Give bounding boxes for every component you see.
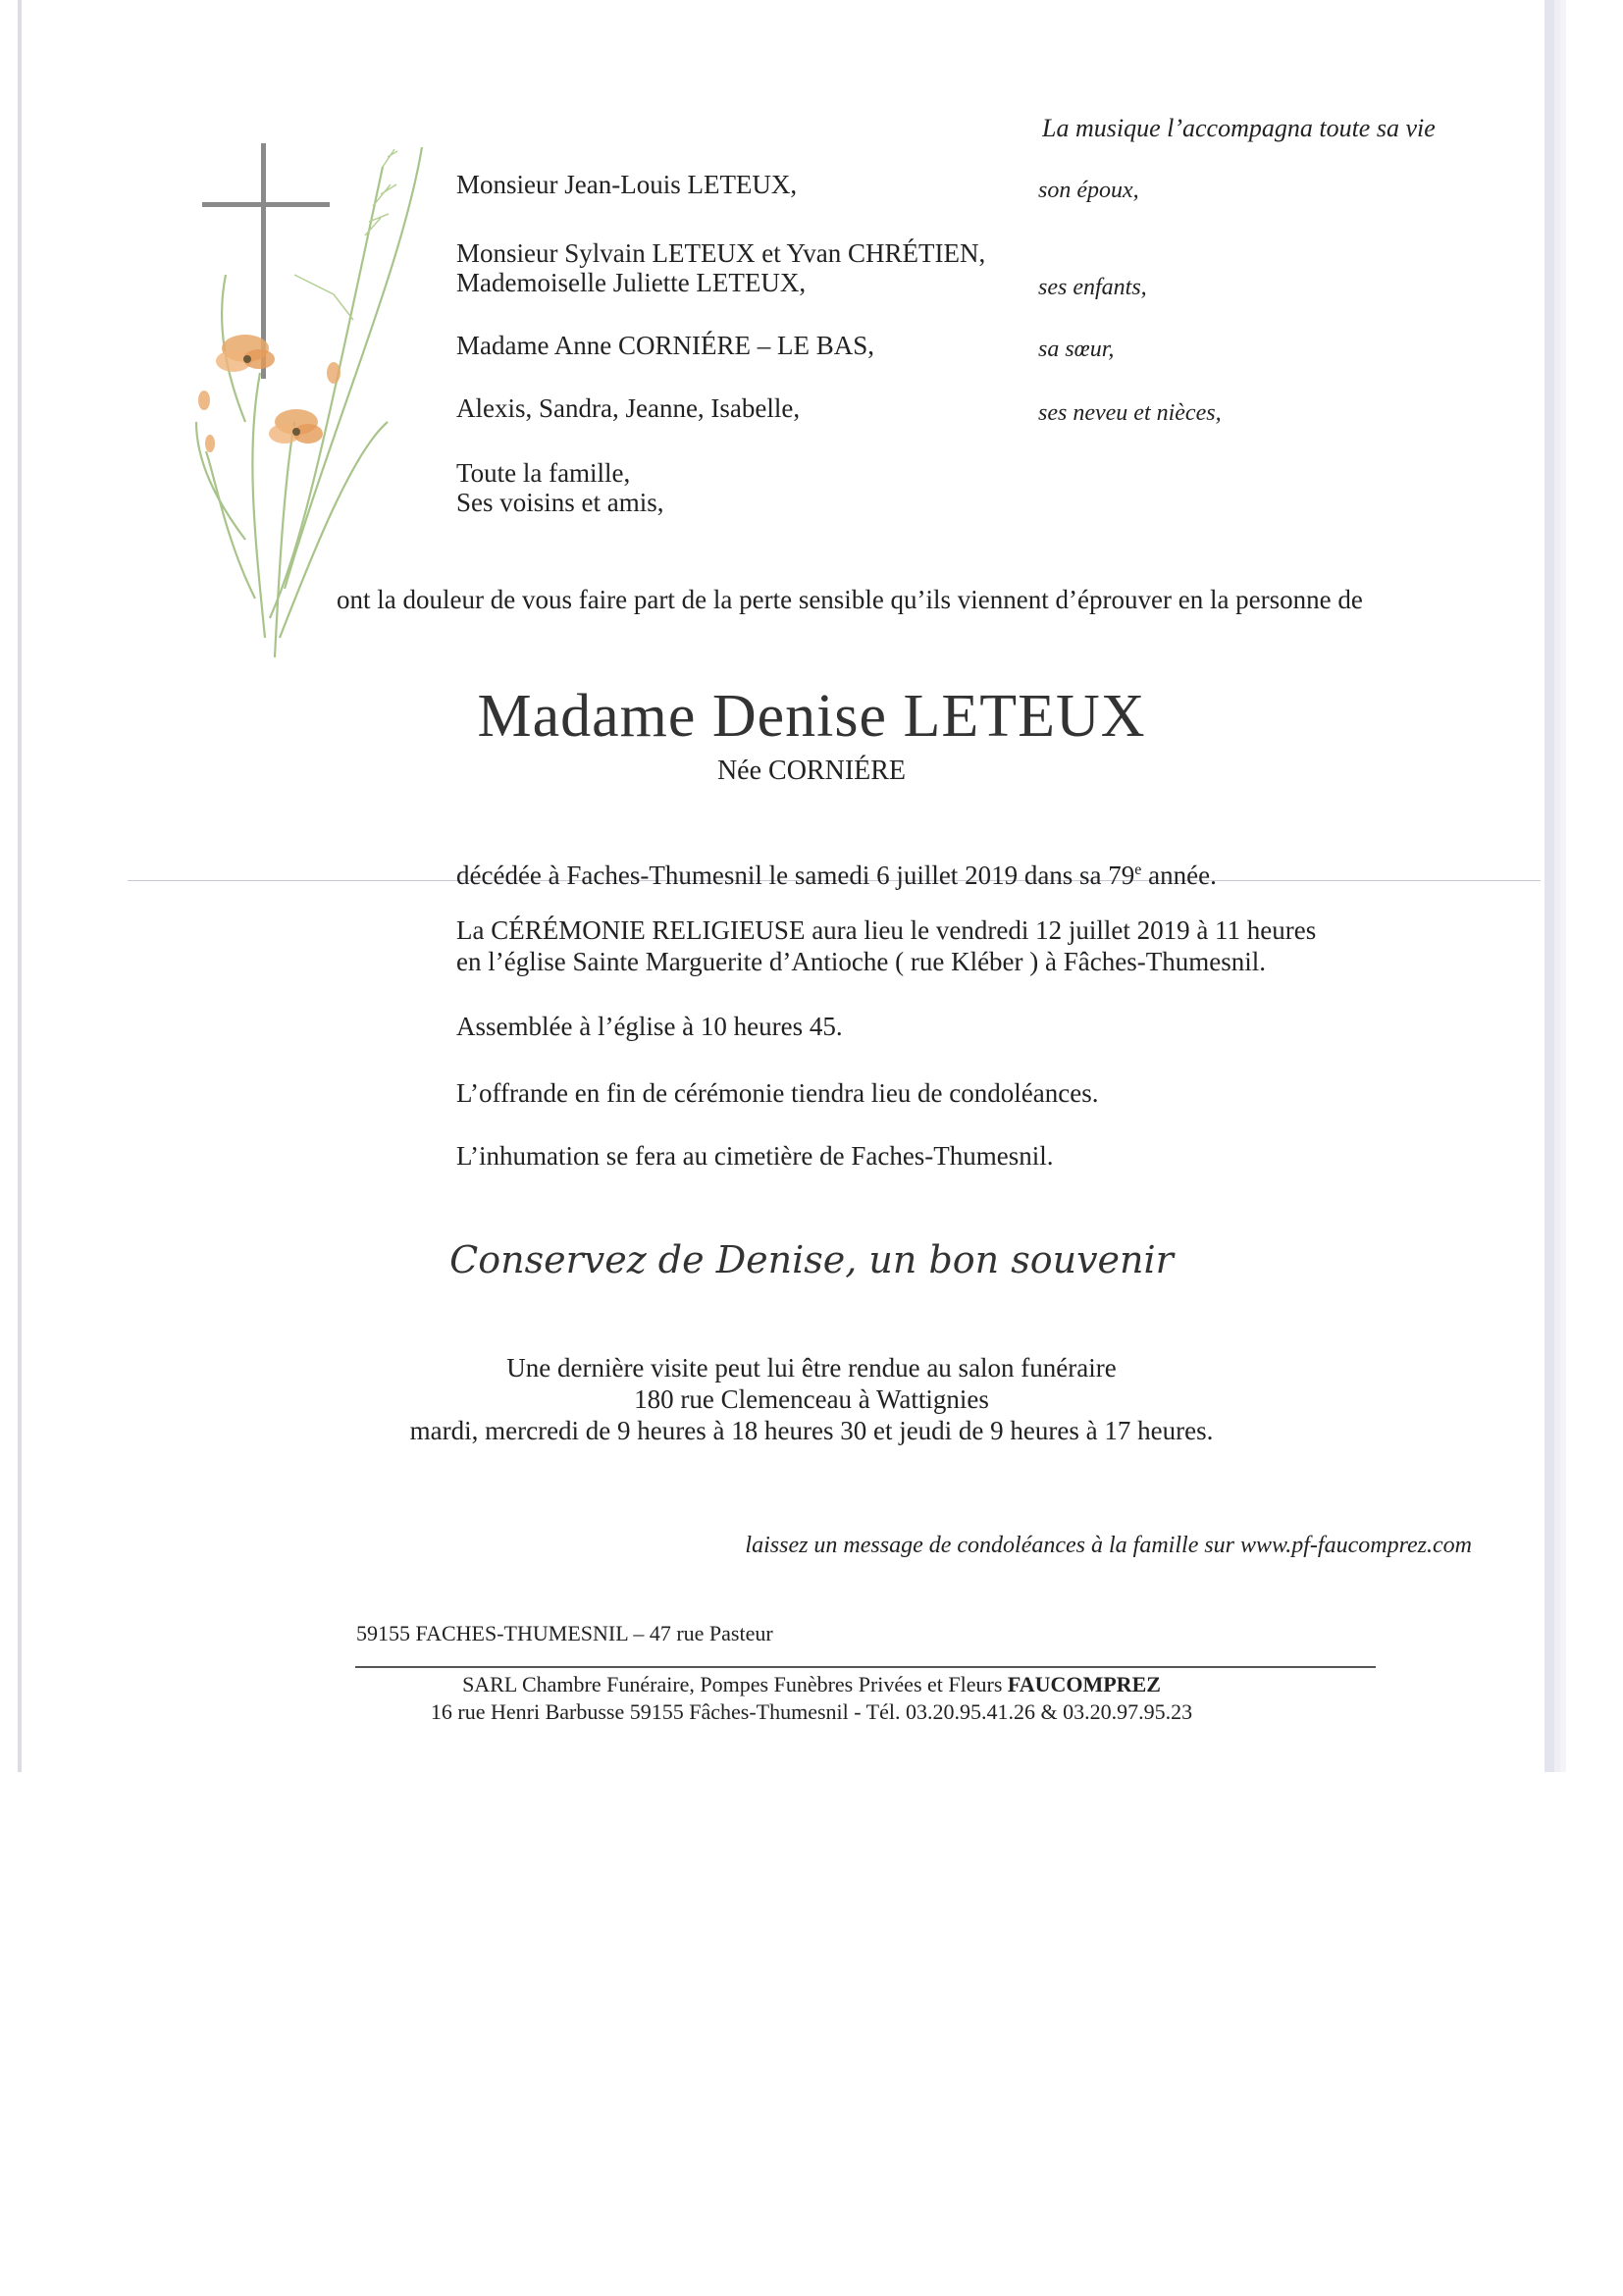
visit-line: Une dernière visite peut lui être rendue au salon funéraire — [506, 1353, 1117, 1383]
website-line: laissez un message de condoléances à la famille sur www.pf-faucomprez.com — [745, 1533, 1472, 1558]
footer-divider — [355, 1666, 1376, 1668]
ordinal-suffix: e — [1134, 861, 1142, 878]
family-name-line: Monsieur Jean-Louis LETEUX, — [456, 170, 798, 199]
footer-company — [0, 1672, 1623, 1697]
closing-message: Conservez de Denise, un bon souvenir — [449, 1238, 1174, 1281]
assembly-line: Assemblée à l’église à 10 heures 45. — [456, 1012, 843, 1041]
family-name-line: Monsieur Sylvain LETEUX et Yvan CHRÉTIEN, — [456, 238, 986, 268]
ceremony-line: La CÉRÉMONIE RELIGIEUSE aura lieu le vendredi 12 juillet 2019 à 11 heures — [456, 915, 1317, 945]
death-text: décédée à Faches-Thumesnil le samedi 6 juillet 2019 dans sa 79 — [456, 861, 1135, 890]
motto-line: La musique l’accompagna toute sa vie — [1042, 114, 1436, 142]
death-text-end: année. — [1141, 861, 1217, 890]
visit-line: mardi, mercredi de 9 heures à 18 heures 30 et jeudi de 9 heures à 17 heures. — [409, 1416, 1214, 1445]
family-name-line: Madame Anne CORNIÉRE – LE BAS, — [456, 331, 874, 360]
death-notice — [456, 854, 1217, 892]
burial-line: L’inhumation se fera au cimetière de Faches-Thumesnil. — [456, 1141, 1054, 1171]
family-relation: sa sœur, — [1038, 337, 1115, 362]
footer-contact: 16 rue Henri Barbusse 59155 Fâches-Thumesnil - Tél. 03.20.95.41.26 & 03.20.97.95.23 — [430, 1699, 1193, 1724]
announcement-text: ont la douleur de vous faire part de la perte sensible qu’ils viennent d’éprouver en la personne de — [337, 585, 1363, 614]
footer-company-name: FAUCOMPREZ — [1007, 1672, 1161, 1696]
poppy-flower — [269, 409, 323, 444]
footer-company-prefix: SARL Chambre Funéraire, Pompes Funèbres Privées et Fleurs — [462, 1672, 1008, 1696]
maiden-name: Née CORNIÉRE — [716, 756, 907, 786]
family-relation: ses neveu et nièces, — [1038, 400, 1222, 426]
family-name-line: Toute la famille, — [456, 458, 631, 488]
family-name-line: Mademoiselle Juliette LETEUX, — [456, 268, 807, 297]
branch-address: 59155 FACHES-THUMESNIL – 47 rue Pasteur — [356, 1621, 773, 1645]
deceased-name: Madame Denise LETEUX — [477, 683, 1146, 750]
offering-line: L’offrande en fin de cérémonie tiendra lieu de condoléances. — [456, 1078, 1099, 1108]
family-name-line: Alexis, Sandra, Jeanne, Isabelle, — [456, 393, 801, 423]
family-relation: son époux, — [1038, 178, 1139, 203]
family-relation: ses enfants, — [1038, 275, 1147, 300]
visit-line: 180 rue Clemenceau à Wattignies — [634, 1384, 989, 1414]
family-name-line: Ses voisins et amis, — [456, 488, 664, 517]
ceremony-line: en l’église Sainte Marguerite d’Antioche ( rue Kléber ) à Fâches-Thumesnil. — [456, 947, 1266, 976]
